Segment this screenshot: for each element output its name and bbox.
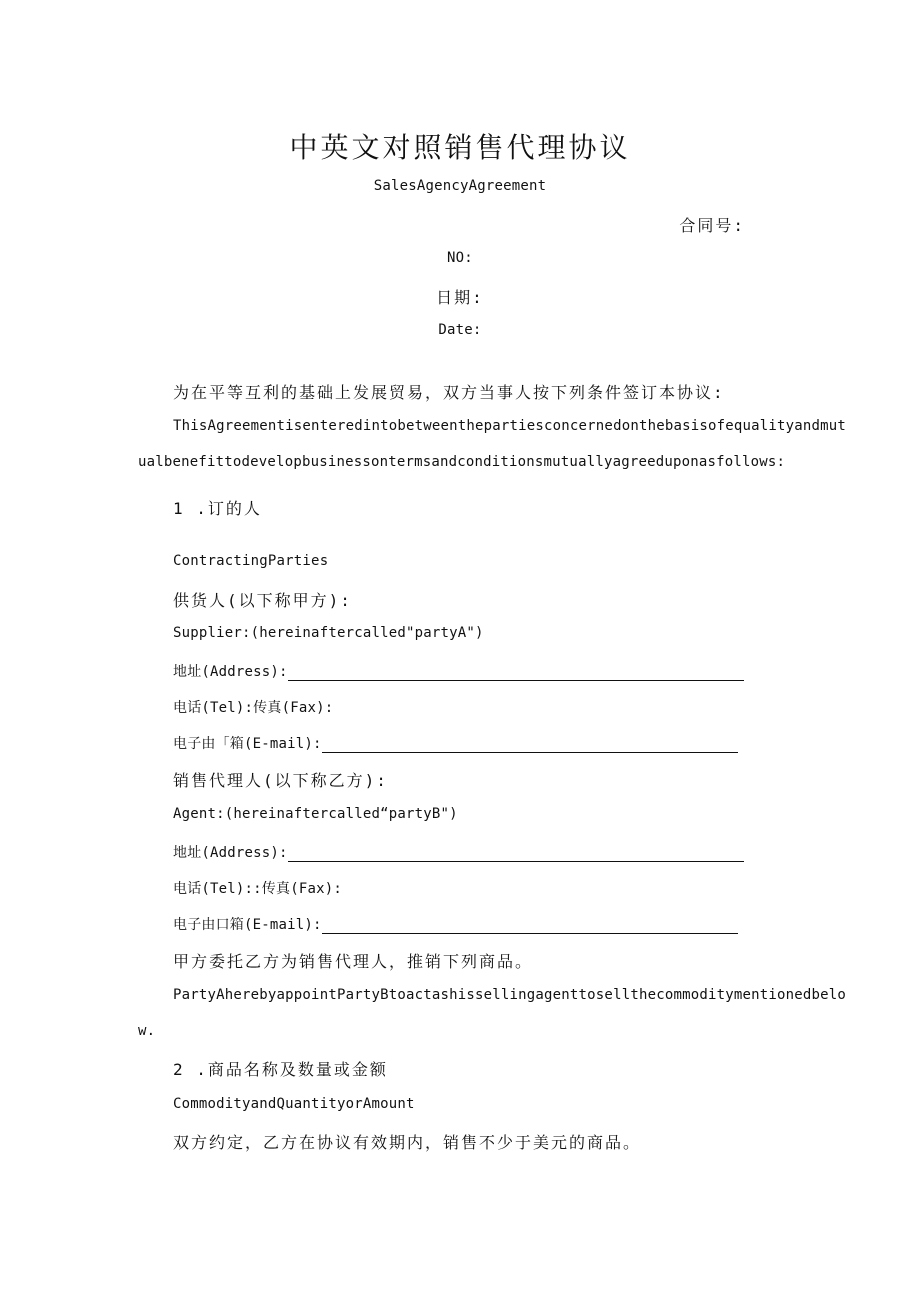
agent-email-field[interactable] — [322, 919, 738, 934]
document-subtitle: SalesAgencyAgreement — [373, 178, 547, 194]
agent-address-row — [173, 842, 744, 862]
supplier-tel-fax-label: 电话(Tel):传真(Fax): — [173, 700, 334, 716]
contract-number-label-en: NO: — [447, 250, 473, 266]
agent-email-row — [173, 914, 738, 934]
section-1-heading-en: ContractingParties — [173, 553, 329, 569]
supplier-label-cn: 供货人(以下称甲方): — [173, 591, 352, 610]
section-2-heading-cn: 2 .商品名称及数量或金额 — [173, 1060, 388, 1079]
date-label-en: Date: — [438, 322, 482, 338]
supplier-email-label: 电子由「箱(E-mail): — [173, 736, 322, 752]
date-label-cn: 日期: — [436, 288, 484, 307]
supplier-address-label: 地址(Address): — [173, 664, 288, 680]
document-title: 中英文对照销售代理协议 — [289, 131, 631, 164]
section-2-heading-en: CommodityandQuantityorAmount — [173, 1096, 415, 1112]
supplier-email-row — [173, 733, 738, 753]
supplier-email-field[interactable] — [322, 738, 738, 753]
section-2-body-cn: 双方约定，乙方在协议有效期内，销售不少于美元的商品。 — [173, 1133, 642, 1152]
appointment-cn: 甲方委托乙方为销售代理人，推销下列商品。 — [173, 952, 534, 971]
appointment-en-line-2: w. — [138, 1023, 156, 1039]
agent-tel-fax-label: 电话(Tel)::传真(Fax): — [173, 881, 342, 897]
supplier-address-field[interactable] — [288, 666, 744, 681]
preamble-cn: 为在平等互利的基础上发展贸易，双方当事人按下列条件签订本协议: — [173, 383, 725, 402]
agent-address-label: 地址(Address): — [173, 845, 288, 861]
agent-label-cn: 销售代理人(以下称乙方): — [173, 771, 388, 790]
supplier-label-en: Supplier:(hereinaftercalled"partyA") — [173, 625, 484, 641]
supplier-address-row — [173, 661, 744, 681]
agent-label-en: Agent:(hereinaftercalled“partyB") — [173, 806, 458, 822]
appointment-en-line-1: PartyAherebyappointPartyBtoactashissellingagenttosellthecommoditymentionedbelo — [173, 987, 847, 1003]
agent-email-label: 电子由口箱(E-mail): — [173, 917, 322, 933]
preamble-en-line-2: ualbenefittodevelopbusinessontermsandconditionsmutuallyagreeduponasfollows: — [138, 454, 786, 470]
preamble-en-line-1: ThisAgreementisenteredintobetweenthepartiesconcernedonthebasisofequalityandmut — [173, 418, 847, 434]
contract-number-label-cn: 合同号: — [679, 216, 745, 235]
agent-address-field[interactable] — [288, 847, 744, 862]
section-1-heading-cn: 1 .订的人 — [173, 499, 262, 518]
